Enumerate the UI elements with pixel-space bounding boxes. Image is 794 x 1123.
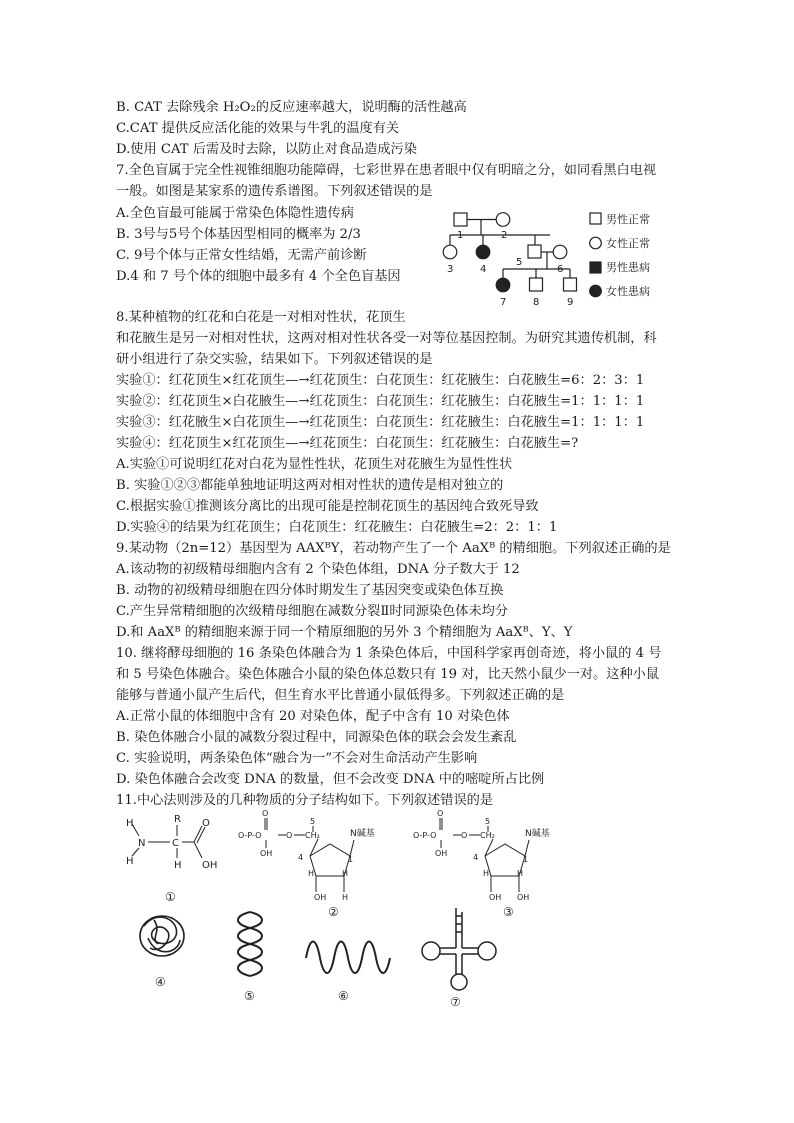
svg-text:1: 1: [523, 855, 529, 864]
text-line: B. CAT 去除残余 H₂O₂的反应速率越大，说明酶的活性越高: [116, 100, 467, 115]
experiment-1: 实验①：红花顶生×红花顶生—→红花顶生：白花顶生：红花腋生：白花腋生=6：2：3：1: [116, 373, 645, 388]
atom-label: O: [286, 831, 293, 840]
individual-6: [553, 245, 567, 259]
dna-helix-icon: [238, 912, 262, 976]
molecule-figure: [110, 808, 590, 1008]
atom-label: H: [342, 869, 349, 878]
experiment-2: 实验②：红花顶生×白花腋生—→红花顶生：白花顶生：红花腋生：白花腋生=1：1：1：1: [116, 394, 645, 409]
svg-text:O: O: [262, 809, 269, 818]
protein-icon: [140, 916, 184, 956]
svg-text:OH: OH: [517, 893, 530, 902]
option-d: D.4 和 7 号个体的细胞中最多有 4 个全色盲基因: [116, 269, 401, 284]
individual-5: [528, 245, 541, 258]
figure-label: ②: [328, 905, 339, 919]
legend-male-affected: [590, 262, 601, 273]
option-c: C. 9号个体与正常女性结婚，无需产前诊断: [116, 248, 367, 263]
text-line: 和花腋生是另一对相对性状，这两对相对性状各受一对等位基因控制。为研究其遗传机制，科: [116, 331, 657, 346]
phosphate-label: O-P-O: [238, 831, 262, 840]
experiment-4: 实验④：红花顶生×红花顶生—→红花顶生：白花顶生：红花腋生：白花腋生=?: [116, 436, 579, 451]
atom-label: H: [126, 856, 134, 867]
atom-label: H: [308, 869, 315, 878]
text-line: 能够与普通小鼠产生后代，但生育水平比普通小鼠低得多。下列叙述正确的是: [116, 688, 565, 703]
trna-icon: [422, 908, 496, 990]
atom-label: R: [174, 814, 181, 825]
option-d: D. 染色体融合会改变 DNA 的数量，但不会改变 DNA 中的嘧啶所占比例: [116, 772, 545, 787]
text-line: 研小组进行了杂交实验，结果如下。下列叙述错误的是: [116, 352, 433, 367]
option-b: B. 染色体融合小鼠的减数分裂过程中，同源染色体的联会会发生紊乱: [116, 730, 517, 745]
question-7-stem: 7.全色盲属于完全性视锥细胞功能障碍，七彩世界在患者眼中仅有明暗之分，如同看黑白电视: [116, 163, 657, 178]
individual-2: [496, 213, 510, 227]
option-c: C. 实验说明，两条染色体“融合为一”不会对生命活动产生影响: [116, 751, 478, 766]
pedigree-label: 6: [557, 264, 564, 275]
question-11-stem: 11.中心法则涉及的几种物质的分子结构如下。下列叙述错误的是: [116, 793, 494, 808]
option-a: A.实验①可说明红花对白花为显性性状，花顶生对花腋生为显性性状: [116, 457, 513, 472]
figure-label: ⑤: [244, 989, 255, 1003]
pedigree-label: 8: [533, 297, 540, 308]
legend-label: 男性患病: [606, 261, 650, 274]
question-9-stem: 9.某动物（2n=12）基因型为 AAXᴮY，若动物产生了一个 AaXᴮ 的精细胞。下列叙述正确的是: [116, 541, 671, 556]
option-c: C.根据实验①推测该分离比的出现可能是控制花顶生的基因纯合致死导致: [116, 499, 539, 514]
atom-label: OH: [314, 893, 327, 902]
individual-9: [564, 278, 577, 291]
experiment-3: 实验③：红花腋生×白花顶生—→红花顶生：白花顶生：红花腋生：白花腋生=1：1：1：1: [116, 415, 645, 430]
figure-label: ⑥: [338, 989, 349, 1003]
atom-label: N: [138, 838, 146, 849]
carbon-label: 4: [298, 853, 304, 862]
option-a: A.全色盲最可能属于常染色体隐性遗传病: [116, 206, 354, 221]
svg-text:OH: OH: [435, 849, 448, 858]
pedigree-label: 9: [567, 297, 574, 308]
svg-text:4: 4: [473, 853, 479, 862]
svg-text:CH₂: CH₂: [480, 831, 495, 840]
individual-8: [530, 278, 543, 291]
option-d: D.和 AaXᴮ 的精细胞来源于同一个精原细胞的另外 3 个精细胞为 AaXᴮ、Y、Y: [116, 625, 573, 640]
atom-label: H: [342, 893, 349, 902]
legend-label: 女性患病: [606, 285, 650, 298]
pedigree-label: 3: [447, 264, 454, 275]
svg-text:H: H: [483, 869, 490, 878]
rna-strand-icon: [306, 942, 390, 974]
individual-7: [496, 278, 510, 292]
pedigree-chart: [430, 205, 690, 315]
option-a: A.正常小鼠的体细胞中含有 20 对染色体，配子中含有 10 对染色体: [116, 709, 510, 724]
question-8-stem: 8.某种植物的红花和白花是一对相对性状，花顶生: [116, 310, 406, 325]
pedigree-label: 4: [480, 264, 487, 275]
carbon-label: 5: [310, 817, 316, 826]
svg-text:O: O: [461, 831, 468, 840]
atom-label: CH₂: [305, 831, 320, 840]
pedigree-label: 2: [501, 230, 508, 241]
svg-text:O-P-O: O-P-O: [413, 831, 437, 840]
text-line: C.CAT 提供反应活化能的效果与牛乳的温度有关: [116, 121, 400, 136]
atom-label: H: [174, 860, 182, 871]
pedigree-label: 5: [516, 257, 523, 268]
legend-female-normal: [590, 237, 602, 249]
option-a: A.该动物的初级精母细胞内含有 2 个染色体组，DNA 分子数大于 12: [116, 562, 520, 577]
svg-text:O: O: [437, 809, 444, 818]
figure-label: ④: [155, 975, 166, 989]
atom-label: O: [202, 818, 210, 829]
svg-text:H: H: [517, 869, 524, 878]
text-line: 和 5 号染色体融合。染色体融合小鼠的染色体总数只有 19 对，比天然小鼠少一对。这种小鼠: [116, 667, 660, 682]
pedigree-label: 7: [500, 297, 507, 308]
option-d: D.实验④的结果为红花顶生；白花顶生：红花腋生：白花腋生=2：2：1：1: [116, 520, 558, 535]
legend-female-affected: [590, 285, 602, 297]
individual-1: [454, 213, 467, 226]
svg-text:5: 5: [485, 817, 491, 826]
option-b: B. 实验①②③都能单独地证明这两对相对性状的遗传是相对独立的: [116, 478, 504, 493]
legend-label: 男性正常: [606, 213, 650, 226]
atom-label: OH: [202, 860, 218, 871]
individual-3: [443, 245, 457, 259]
figure-label: ③: [503, 905, 514, 919]
svg-text:N碱基: N碱基: [525, 829, 550, 839]
individual-4: [476, 245, 490, 259]
figure-label: ①: [165, 890, 176, 904]
svg-text:OH: OH: [489, 893, 502, 902]
figure-label: ⑦: [450, 995, 461, 1008]
atom-label: H: [126, 818, 134, 829]
atom-label: OH: [260, 849, 273, 858]
option-b: B. 3号与5号个体基因型相同的概率为 2/3: [116, 227, 361, 242]
legend-label: 女性正常: [606, 237, 650, 250]
text-line: D.使用 CAT 后需及时去除，以防止对食品造成污染: [116, 142, 417, 157]
pedigree-label: 1: [457, 230, 464, 241]
carbon-label: 1: [348, 855, 354, 864]
legend-male-normal: [590, 213, 601, 224]
text-line: 一般。如图是某家系的遗传系谱图。下列叙述错误的是: [116, 184, 433, 199]
option-c: C.产生异常精细胞的次级精母细胞在减数分裂Ⅱ时同源染色体未均分: [116, 604, 509, 619]
question-10-stem: 10. 继将酵母细胞的 16 条染色体融合为 1 条染色体后，中国科学家再创奇迹，将小鼠的 4 号: [116, 646, 662, 661]
option-b: B. 动物的初级精母细胞在四分体时期发生了基因突变或染色体互换: [116, 583, 504, 598]
atom-label: C: [172, 838, 179, 849]
base-label: N碱基: [350, 829, 375, 839]
